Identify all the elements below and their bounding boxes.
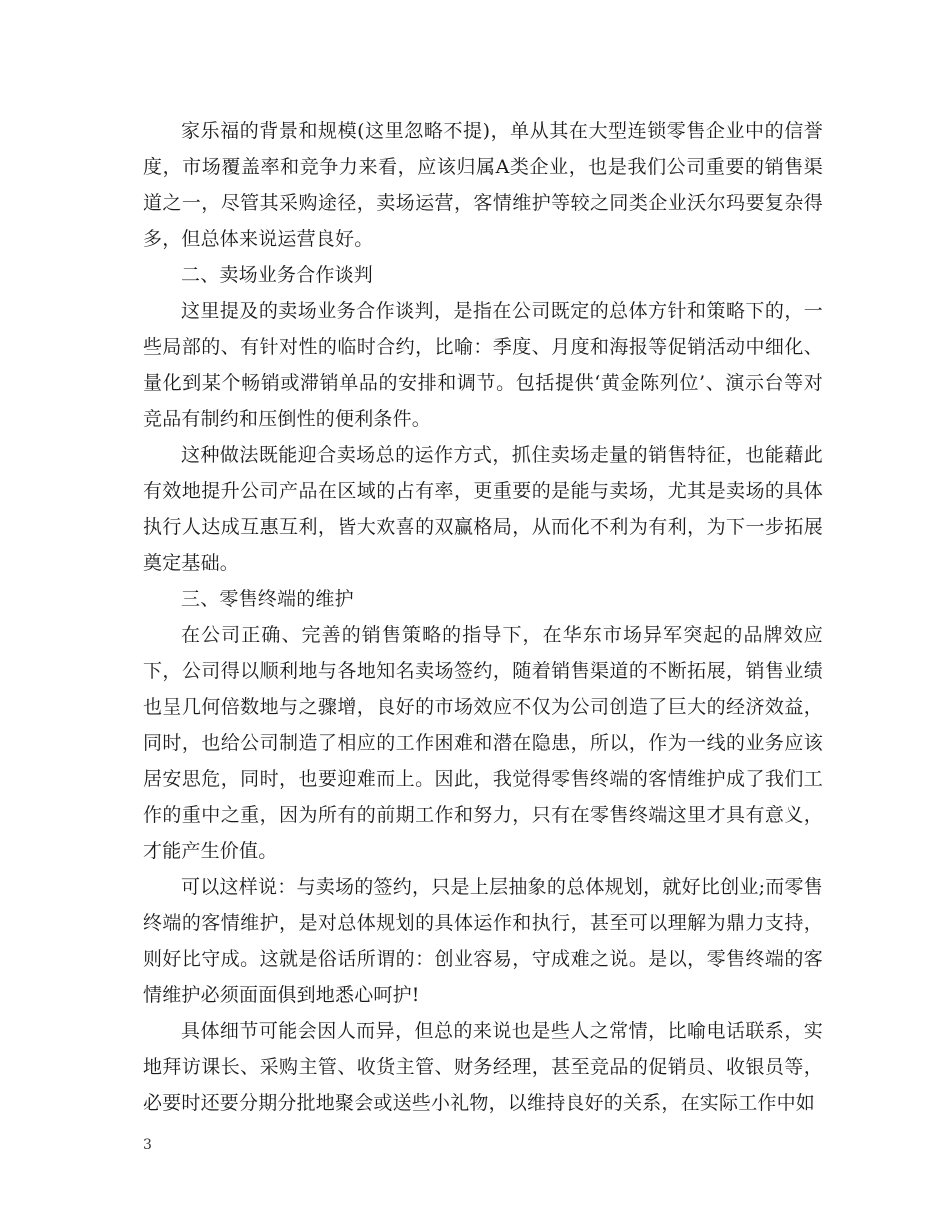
section-heading: 二、卖场业务合作谈判 — [181, 264, 374, 286]
section-heading: 三、零售终端的维护 — [181, 588, 354, 610]
page-number: 3 — [143, 1137, 152, 1153]
paragraph: 家乐福的背景和规模(这里忽略不提)，单从其在大型连锁零售企业中的信誉度，市场覆盖率和竞争力来看，应该归属A类企业，也是我们公司重要的销售渠道之一，尽管其采购途径，卖场运营，客情维护等较之同类企业沃尔玛要复杂得多，但总体来说运营良好。 — [143, 120, 823, 250]
document-body — [143, 113, 823, 1121]
paragraph: 具体细节可能会因人而异，但总的来说也是些人之常情，比喻电话联系，实地拜访课长、采购主管、收货主管、财务经理，甚至竞品的促销员、收银员等，必要时还要分期分批地聚会或送些小礼物，以维持良好的关系，在实际工作中如 — [143, 1020, 823, 1114]
paragraph: 这里提及的卖场业务合作谈判，是指在公司既定的总体方针和策略下的，一些局部的、有针对性的临时合约，比喻：季度、月度和海报等促销活动中细化、量化到某个畅销或滞销单品的安排和调节。包括提供‘黄金陈列位’、演示台等对竞品有制约和压倒性的便利条件。 — [143, 300, 823, 430]
paragraph: 可以这样说：与卖场的签约，只是上层抽象的总体规划，就好比创业;而零售终端的客情维护，是对总体规划的具体运作和执行，甚至可以理解为鼎力支持，则好比守成。这就是俗话所谓的：创业容易，守成难之说。是以，零售终端的客情维护必须面面俱到地悉心呵护! — [143, 876, 823, 1006]
paragraph: 这种做法既能迎合卖场总的运作方式，抓住卖场走量的销售特征，也能藉此有效地提升公司产品在区域的占有率，更重要的是能与卖场，尤其是卖场的具体执行人达成互惠互利，皆大欢喜的双赢格局，从而化不利为有利，为下一步拓展奠定基础。 — [143, 444, 823, 574]
paragraph: 在公司正确、完善的销售策略的指导下，在华东市场异军突起的品牌效应下，公司得以顺利地与各地知名卖场签约，随着销售渠道的不断拓展，销售业绩也呈几何倍数地与之骤增，良好的市场效应不仅为公司创造了巨大的经济效益，同时，也给公司制造了相应的工作困难和潜在隐患，所以，作为一线的业务应该居安思危，同时，也要迎难而上。因此，我觉得零售终端的客情维护成了我们工作的重中之重，因为所有的前期工作和努力，只有在零售终端这里才具有意义，才能产生价值。 — [143, 624, 823, 862]
